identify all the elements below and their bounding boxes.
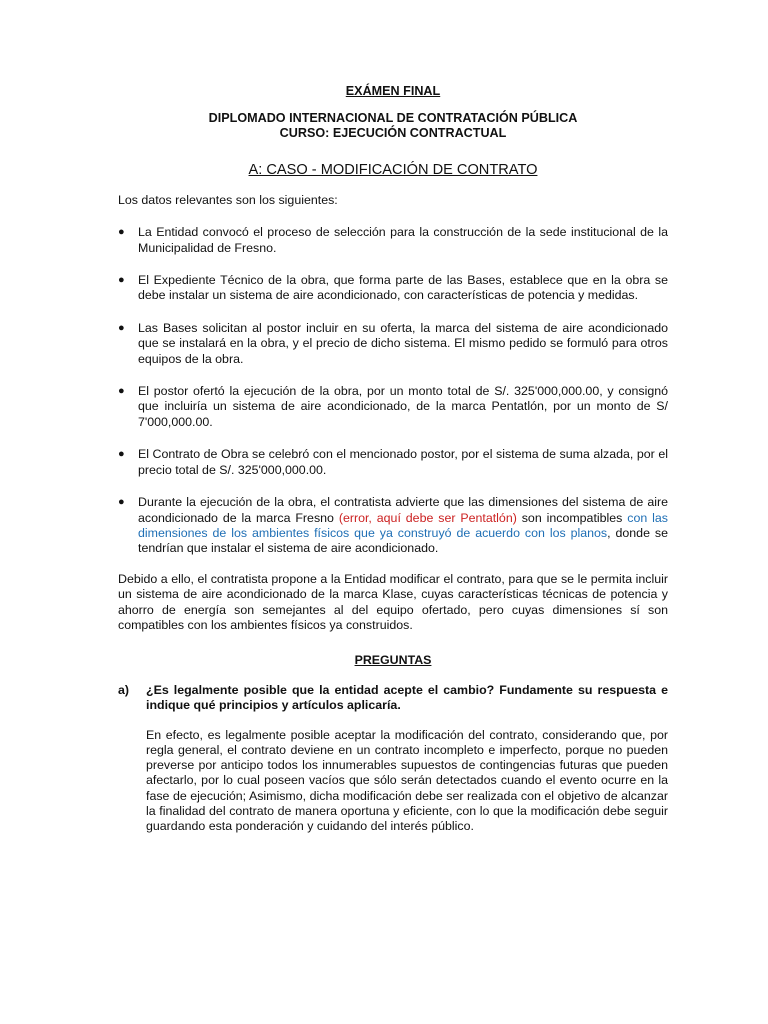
list-item-text: El Expediente Técnico de la obra, que forma parte de las Bases, establece que en la obra se debe instalar un sistema de aire acondicionado, con características de potencia y medidas. [138,273,668,303]
bullet-dot-icon: ● [118,385,125,398]
list-item [118,447,668,478]
closing-paragraph: Debido a ello, el contratista propone a la Entidad modificar el contrato, para que se le permita incluir un sistema de aire acondicionado de la marca Klase, cuyas características técnicas de potencia y ahorro de energía son semejantes al del equipo ofertado, pero cuyas dimensiones sí son compatibles con los ambientes físicos ya construidos. [118,571,668,632]
list-item-text [138,495,668,555]
course-title: CURSO: EJECUCIÓN CONTRACTUAL [279,126,507,141]
list-item-text: El Contrato de Obra se celebró con el mencionado postor, por el sistema de suma alzada, por el precio total de S/. 325'000,000.00. [138,447,668,477]
question-a [118,683,668,714]
list-item [118,321,668,367]
list-item-text: El postor ofertó la ejecución de la obra, por un monto total de S/. 325'000,000.00, y consignó que incluiría un sistema de aire acondicionado, de la marca Pentatlón, por un monto de S/ 7'000,000.00. [138,384,668,429]
bullet-dot-icon: ● [118,321,125,334]
questions-title: PREGUNTAS [354,653,432,668]
bullet-dot-icon: ● [118,448,125,461]
list-item-text: Las Bases solicitan al postor incluir en su oferta, la marca del sistema de aire acondicionado que se instalará en la obra, y el precio de dicho sistema. El mismo pedido se formuló para otros equipos de la obra. [138,320,668,366]
question-label: a) [118,682,130,697]
error-note: (error, aquí debe ser Pentatlón) [338,510,517,525]
bullet6-text-1: Durante la ejecución de la obra, el contratista advierte que las dimensiones del sistema de aire acondicionado de la marca Fresno [138,495,668,525]
list-item [118,495,668,557]
answer-a: En efecto, es legalmente posible aceptar la modificación del contrato, considerando que, por regla general, el contrato deviene en un contrato incompleto e imperfecto, porque no pueden preverse por anticipo todos los innumerables supuestos de contingencias futuras que pueden afectarlo, por lo cual poseen vacíos que sólo serán detectados cuando el evento ocurre en la fase de ejecución; Asimismo, dicha modificación debe ser realizada con el objetivo de alcanzar la finalidad del contrato de manera oportuna y eficiente, con lo que la modificación debe seguir guardando esta ponderación y cuidando del interés público. [146,727,668,834]
highlight-note: con las dimensiones de los ambientes físicos que ya construyó de acuerdo con los planos [138,510,668,540]
bullet6-text-2: son incompatibles [516,510,628,525]
bullet-dot-icon: ● [118,226,125,239]
exam-title: EXÁMEN FINAL [345,84,441,98]
question-text: ¿Es legalmente posible que la entidad acepte el cambio? Fundamente su respuesta e indique qué principios y artículos aplicaría. [146,682,668,713]
list-item [118,273,668,304]
case-intro: Los datos relevantes son los siguientes: [118,192,338,207]
bullet-dot-icon: ● [118,496,125,509]
bullet-dot-icon: ● [118,274,125,287]
list-item [118,225,668,256]
facts-list [118,225,668,557]
list-item [118,384,668,430]
list-item-text: La Entidad convocó el proceso de selección para la construcción de la sede institucional de la Municipalidad de Fresno. [138,225,668,255]
case-title: A: CASO - MODIFICACIÓN DE CONTRATO [248,162,538,179]
document-body [118,84,668,835]
program-title: DIPLOMADO INTERNACIONAL DE CONTRATACIÓN PÚBLICA [208,111,578,126]
bullet6-text-3: , donde se tendrían que instalar el sistema de aire acondicionado. [138,525,668,556]
